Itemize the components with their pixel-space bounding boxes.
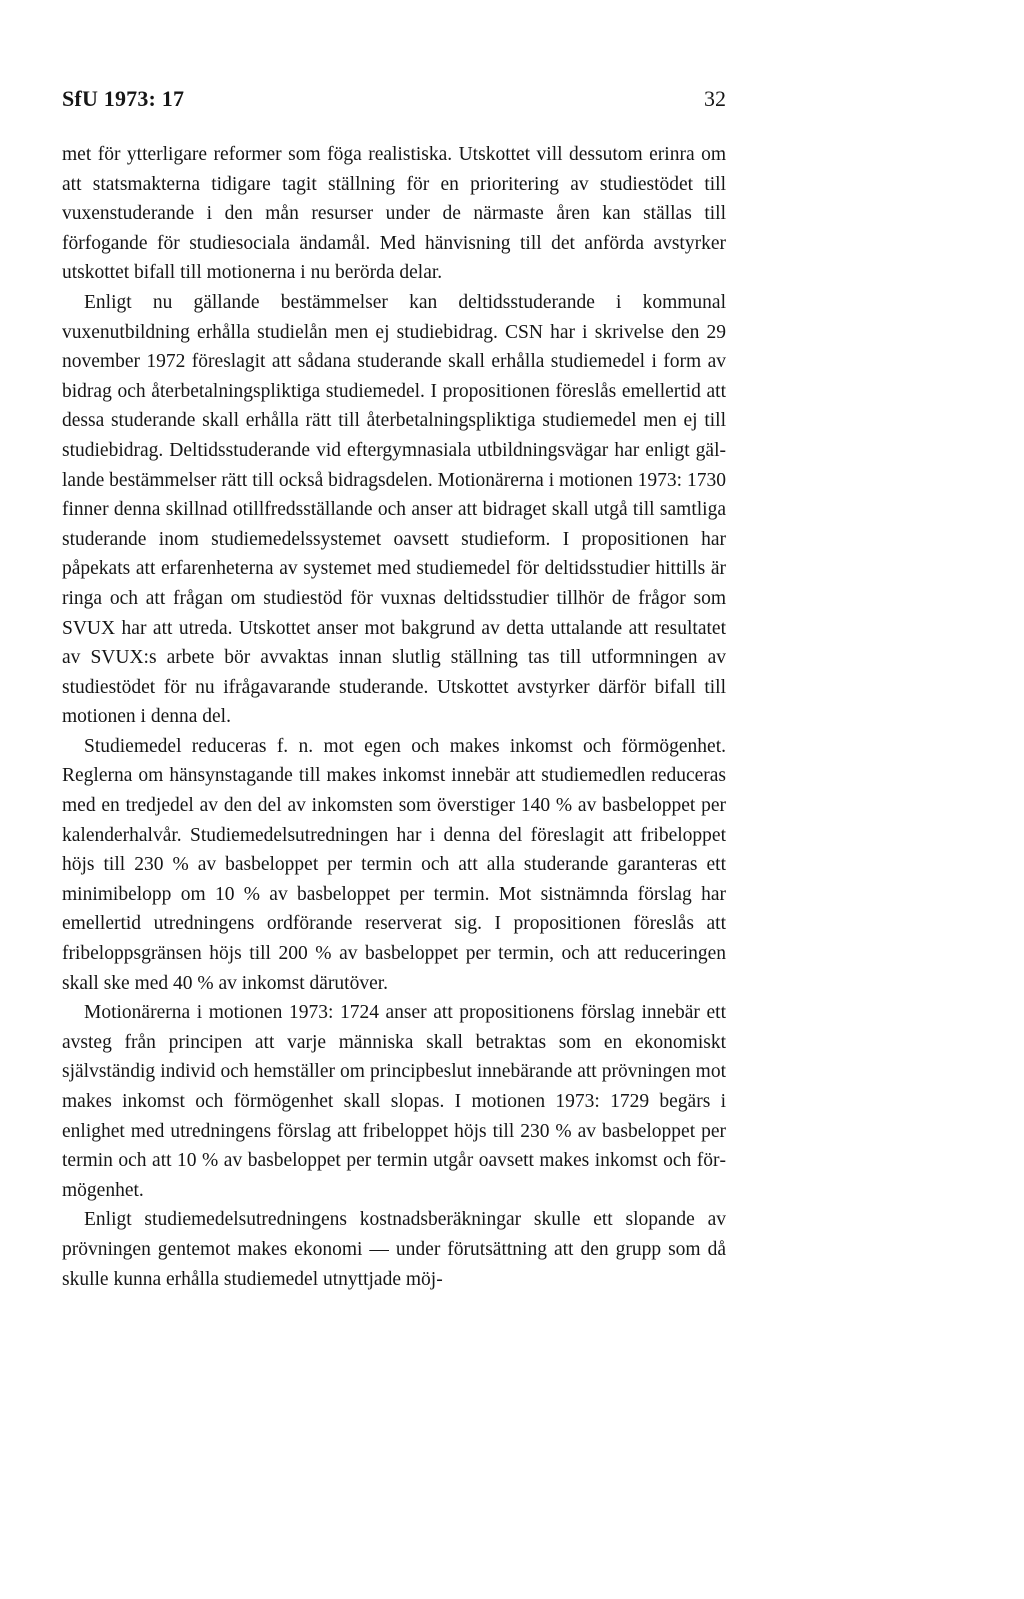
paragraph: met för ytterligare reformer som föga realistiska. Utskottet vill dessutom erinra om att statsmakterna tidigare tagit ställning för en prioritering av studiestödet till vuxenstuderande i den mån resurser under de närmaste åren kan ställas till förfogande för studiesociala ändamål. Med hänvisning till det anförda avstyrker utskottet bifall till motionerna i nu berörda delar.	[62, 144, 726, 284]
page-header	[62, 86, 726, 116]
paragraph: Enligt nu gällande bestämmelser kan deltidsstuderande i kommunal vuxenutbildning erhålla studielån men ej studiebidrag. CSN har i skrivelse den 29 november 1972 föreslagit att sådana studerande skall erhålla studiemedel i form av bidrag och återbetalningspliktiga studiemedel. I propositionen föreslås emellertid att dessa studerande skall erhålla rätt till återbetalningspliktiga studiemedel men ej till studiebidrag. Deltidsstuderande vid eftergymnasiala utbildningsvägar har enligt gällande bestämmelser rätt till också bidragsdelen. Motionärerna i motionen 1973: 1730 finner denna skillnad otillfredsställande och anser att bidraget skall utgå till samtliga studerande inom studiemedelssystemet oavsett studieform. I propositionen har påpekats att erfarenheterna av systemet med studiemedel för deltidsstudier hittills är ringa och att frågan om studiestöd för vuxnas deltidsstudier tillhör de frågor som SVUX har att utreda. Utskottet anser mot bakgrund av detta uttalande att resultatet av SVUX:s arbete bör avvaktas innan slutlig ställning tas till utformningen av studiestödet för nu ifrågavarande studerande. Utskottet avstyrker därför bifall till motionen i denna del.	[62, 291, 726, 728]
paragraph: Enligt studiemedelsutredningens kostnadsberäkningar skulle ett slopande av prövningen gentemot makes ekonomi — under förutsättning att den grupp som då skulle kunna erhålla studiemedel utnyttjade möj-	[62, 1209, 726, 1290]
paragraph: Studiemedel reduceras f. n. mot egen och makes inkomst och förmögenhet. Reglerna om hänsynstagande till makes inkomst innebär att studiemedlen reduceras med en tredjedel av den del av inkomsten som överstiger 140 % av basbeloppet per kalenderhalvår. Studiemedelsutredningen har i denna del föreslagit att fribeloppet höjs till 230 % av basbeloppet per termin och att alla studerande garanteras ett minimibelopp om 10 % av basbeloppet per termin. Mot sistnämnda förslag har emellertid utredningens ordförande reserverat sig. I propositionen föreslås att fribeloppsgränsen höjs till 200 % av basbeloppet per termin, och att reduceringen skall ske med 40 % av inkomst därutöver.	[62, 735, 726, 994]
body-text	[62, 140, 726, 1294]
paragraph: Motionärerna i motionen 1973: 1724 anser att propositionens förslag innebär ett avsteg från principen att varje människa skall betraktas som en ekonomiskt självständig individ och hemställer om principbeslut innebärande att prövningen mot makes inkomst och förmögenhet skall slopas. I motionen 1973: 1729 begärs i enlighet med utredningens förslag att fribeloppet höjs till 230 % av basbeloppet per termin och att 10 % av basbeloppet per termin utgår oavsett makes inkomst och förmögenhet.	[62, 1002, 726, 1201]
document-id: SfU 1973: 17	[62, 86, 185, 111]
page-number: 32	[704, 86, 726, 111]
